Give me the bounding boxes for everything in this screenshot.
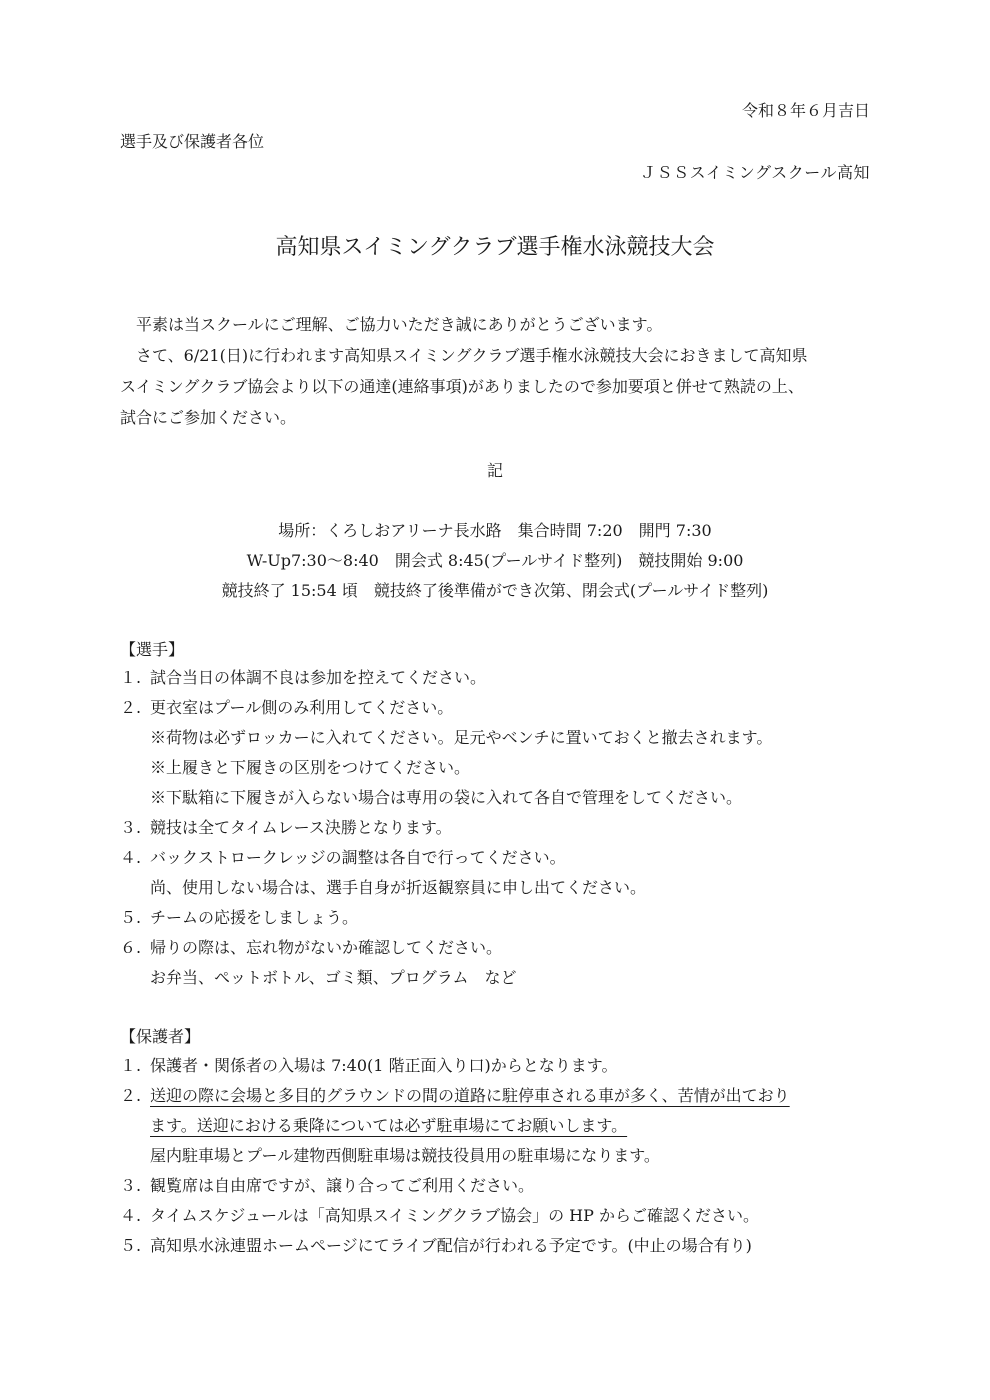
- intro-line: さて、6/21(日)に行われます高知県スイミングクラブ選手権水泳競技大会におきまして高知県: [136, 346, 808, 365]
- list-item-note: 屋内駐車場とプール建物西側駐車場は競技役員用の駐車場になります。: [150, 1146, 660, 1165]
- guardians-heading: 【保護者】: [120, 1027, 201, 1046]
- list-item-note: ※下駄箱に下履きが入らない場合は専用の袋に入れて各自で管理をしてください。: [150, 788, 743, 807]
- list-item-note: ※荷物は必ずロッカーに入れてください。足元やベンチに置いておくと撤去されます。: [150, 728, 773, 747]
- list-item: ３. 競技は全てタイムレース決勝となります。: [120, 818, 452, 837]
- list-item-note: [120, 1111, 790, 1141]
- list-item: ５. チームの応援をしましょう。: [120, 908, 359, 927]
- underlined-notice: ます。送迎における乗降については必ず駐車場にてお願いします。: [150, 1116, 628, 1135]
- guardians-list: [120, 1051, 790, 1261]
- intro-paragraph: [120, 309, 880, 433]
- event-info: [0, 516, 990, 606]
- info-line: 競技終了 15:54 頃 競技終了後準備ができ次第、閉会式(プールサイド整列): [221, 581, 769, 600]
- info-line: W-Up7:30～8:40 開会式 8:45(プールサイド整列) 競技開始 9:00: [246, 551, 744, 570]
- info-line: 場所：くろしおアリーナ長水路 集合時間 7:20 開門 7:30: [278, 521, 712, 540]
- list-item: ２. 送迎の際に会場と多目的グラウンドの間の道路に駐停車される車が多く、苦情が出ており: [120, 1086, 790, 1105]
- list-item: ２. 更衣室はプール側のみ利用してください。: [120, 698, 454, 717]
- list-item-note: 尚、使用しない場合は、選手自身が折返観察員に申し出てください。: [150, 878, 647, 897]
- list-item: ３. 観覧席は自由席ですが、譲り合ってご利用ください。: [120, 1176, 535, 1195]
- sender: ＪＳＳスイミングスクール高知: [640, 163, 870, 182]
- athletes-heading: 【選手】: [120, 640, 185, 659]
- issue-date: 令和８年６月吉日: [741, 101, 870, 120]
- intro-line: 試合にご参加ください。: [120, 408, 297, 427]
- athletes-list: [120, 663, 772, 993]
- list-item-note: お弁当、ペットボトル、ゴミ類、プログラム など: [150, 968, 517, 987]
- ki-marker: 記: [486, 461, 503, 480]
- list-item: １. 保護者・関係者の入場は 7:40(1 階正面入り口)からとなります。: [120, 1056, 618, 1075]
- list-item: １. 試合当日の体調不良は参加を控えてください。: [120, 668, 487, 687]
- list-item: ４. バックストロークレッジの調整は各自で行ってください。: [120, 848, 566, 867]
- document-title: 高知県スイミングクラブ選手権水泳競技大会: [275, 235, 715, 260]
- list-item-note: ※上履きと下履きの区別をつけてください。: [150, 758, 471, 777]
- list-item: ６. 帰りの際は、忘れ物がないか確認してください。: [120, 938, 503, 957]
- intro-line: 平素は当スクールにご理解、ご協力いただき誠にありがとうございます。: [136, 315, 663, 334]
- list-item: ４. タイムスケジュールは「高知県スイミングクラブ協会」の HP からご確認ください。: [120, 1206, 759, 1225]
- underlined-notice: 送迎の際に会場と多目的グラウンドの間の道路に駐停車される車が多く、苦情が出ており: [150, 1086, 790, 1105]
- addressee: 選手及び保護者各位: [120, 132, 265, 151]
- list-item: ５. 高知県水泳連盟ホームページにてライブ配信が行われる予定です。(中止の場合有り): [120, 1236, 752, 1255]
- intro-line: スイミングクラブ協会より以下の通達(連絡事項)がありましたので参加要項と併せて熟読の上、: [120, 377, 804, 396]
